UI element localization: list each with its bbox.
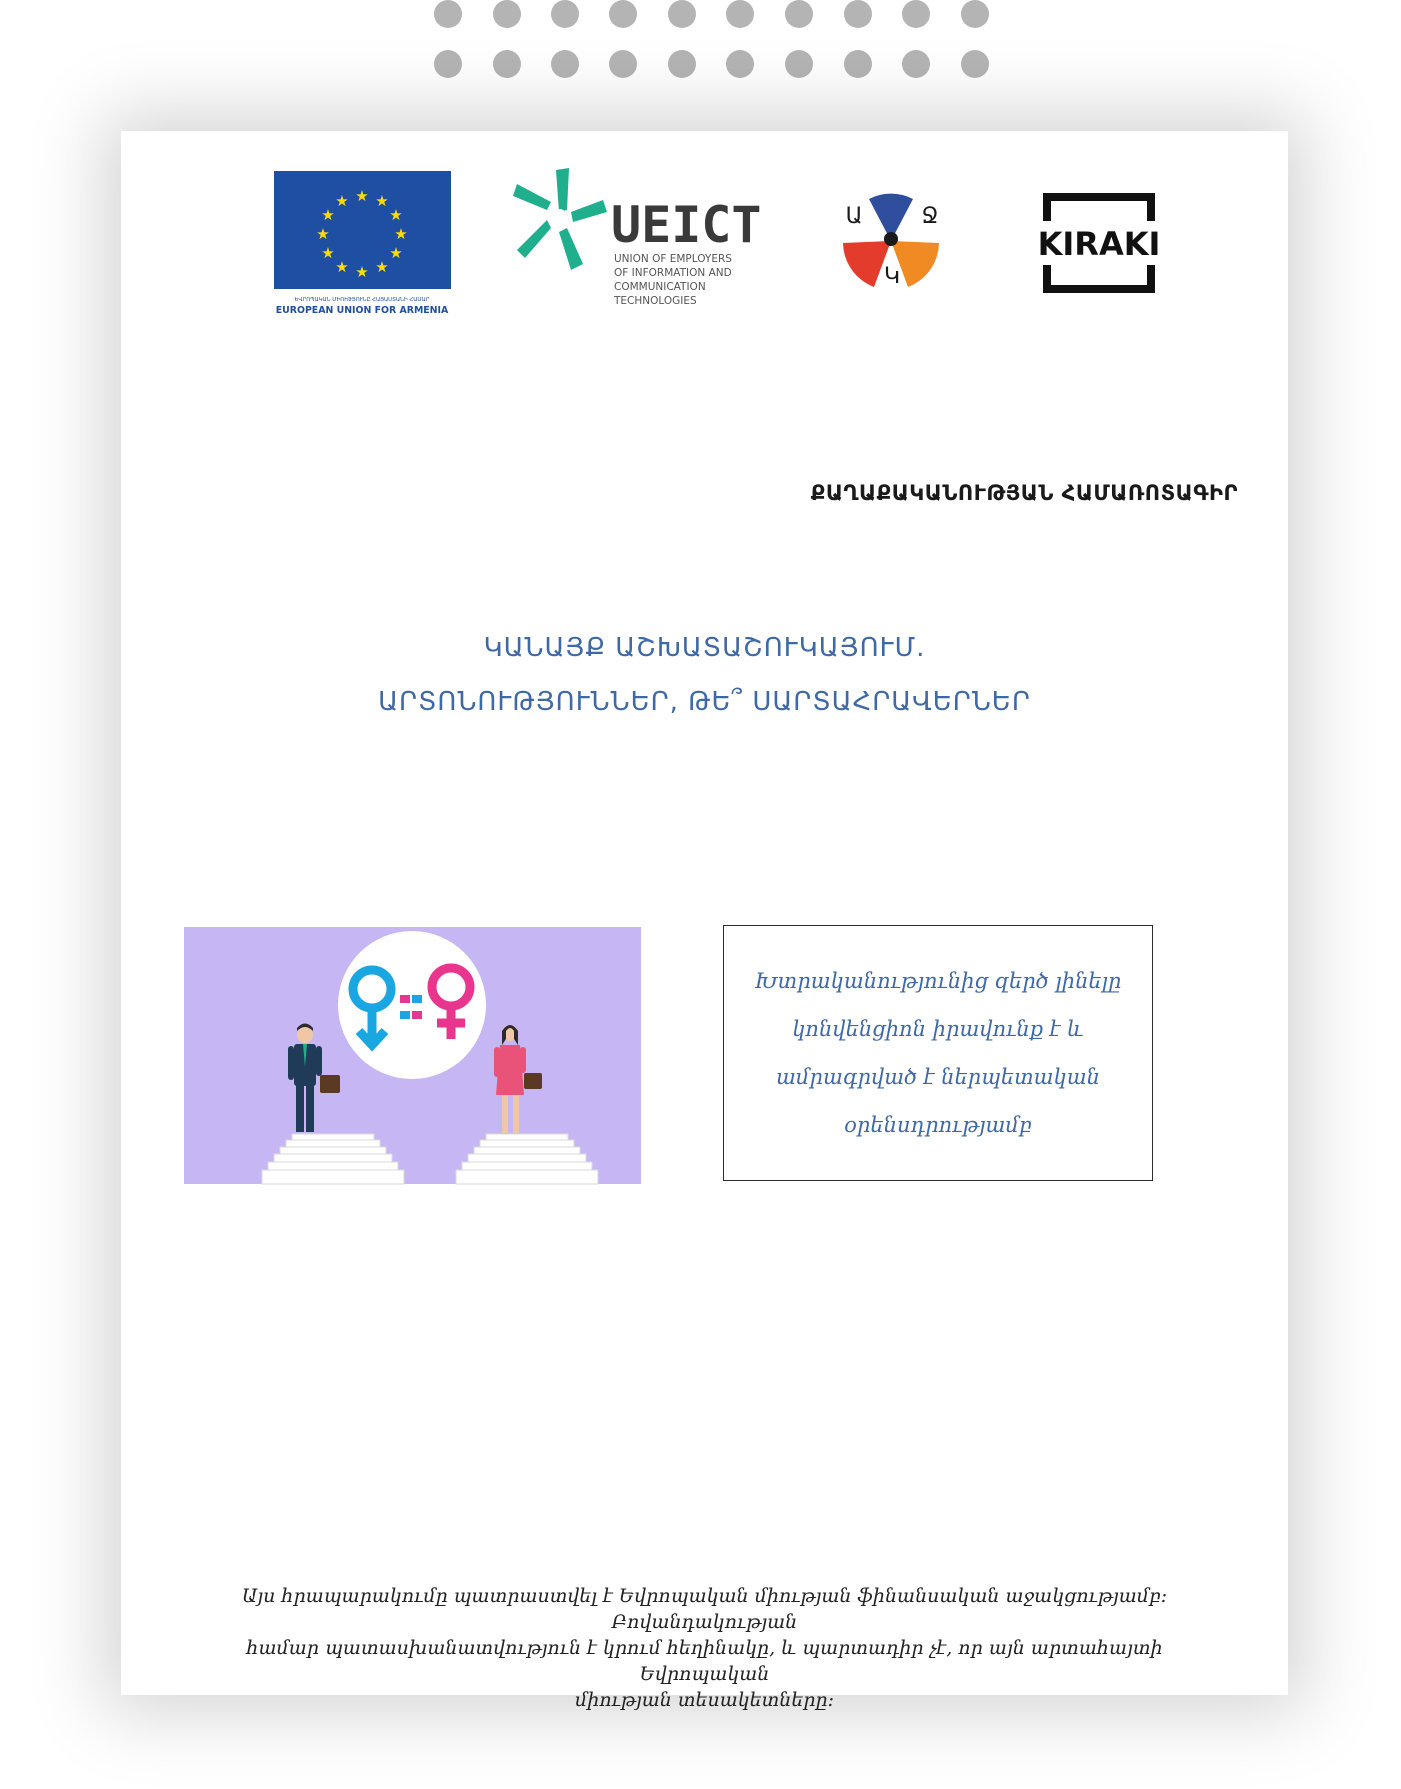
ueict-star-icon <box>511 166 762 307</box>
svg-text:★: ★ <box>355 187 369 205</box>
svg-text:★: ★ <box>394 225 408 243</box>
document-page <box>121 131 1288 1711</box>
emblem-letter-a: Ա <box>845 204 863 229</box>
binder-hole <box>726 50 754 78</box>
binder-hole <box>493 50 521 78</box>
quote-line: օրենսդրությամբ <box>844 1113 1032 1137</box>
disclaimer-line: Այս հրապարակումը պատրաստվել է Եվրոպական միության ֆինանսական աջակցությամբ: Բովանդակության <box>241 1585 1168 1633</box>
ueict-subtitle-4: TECHNOLOGIES <box>614 295 697 307</box>
akk-emblem-icon <box>836 191 946 291</box>
svg-text:★: ★ <box>355 263 369 281</box>
document-title-line-1: ԿԱՆԱՅՔ ԱՇԽԱՏԱՇՈՒԿԱՅՈՒՄ. <box>483 633 926 663</box>
svg-text:★: ★ <box>321 244 335 262</box>
binder-hole <box>551 50 579 78</box>
binder-hole <box>785 50 813 78</box>
binder-hole <box>668 0 696 28</box>
ueict-subtitle-2: OF INFORMATION AND <box>614 267 732 279</box>
ueict-subtitle-3: COMMUNICATION <box>614 281 706 293</box>
binder-hole <box>902 0 930 28</box>
binder-hole <box>785 0 813 28</box>
binder-hole <box>726 0 754 28</box>
svg-text:★: ★ <box>316 225 330 243</box>
ueict-name: UEICT <box>611 196 762 254</box>
eu-disclaimer <box>191 1583 1218 1713</box>
binder-rings <box>420 0 990 80</box>
binder-hole <box>609 50 637 78</box>
quote-line: ամրագրված է ներպետական <box>775 1065 1101 1089</box>
eu-armenian-caption: ԵՎՐՈՊԱԿԱՆ ՄԻՈՒԹՅՈՒՆԸ ՀԱՅԱՍՏԱՆԻ ՀԱՄԱՐ <box>294 297 430 303</box>
binder-hole <box>961 0 989 28</box>
svg-text:★: ★ <box>389 244 403 262</box>
svg-text:★: ★ <box>321 206 335 224</box>
disclaimer-line: համար պատասխանատվություն է կրում հեղինակը, և պարտադիր չէ, որ այն արտահայտի Եվրոպական <box>246 1637 1163 1685</box>
svg-text:★: ★ <box>335 192 349 210</box>
eu-english-caption: EUROPEAN UNION FOR ARMENIA <box>275 305 449 316</box>
emblem-letter-k: Կ <box>883 264 901 289</box>
eu-flag-icon <box>274 171 452 319</box>
svg-text:★: ★ <box>375 258 389 276</box>
binder-hole <box>551 0 579 28</box>
disclaimer-line: միության տեսակետները: <box>575 1689 834 1711</box>
binder-hole <box>668 50 696 78</box>
document-title-line-2: ԱՐՏՈՆՈՒԹՅՈՒՆՆԵՐ, ԹԵ՞ ՍԱՐՏԱՀՐԱՎԵՐՆԵՐ <box>378 687 1031 717</box>
binder-hole <box>961 50 989 78</box>
binder-hole <box>609 0 637 28</box>
svg-text:★: ★ <box>389 206 403 224</box>
binder-hole <box>844 50 872 78</box>
kiraki-logo-icon <box>1029 191 1169 295</box>
quote-box <box>723 925 1153 1181</box>
binder-hole <box>434 50 462 78</box>
binder-hole <box>493 0 521 28</box>
emblem-letter-dz: Ջ <box>921 204 939 229</box>
kiraki-name: KIRAKI <box>1037 225 1161 263</box>
quote-line: Խտրականությունից զերծ լինելը <box>754 969 1122 993</box>
binder-hole <box>844 0 872 28</box>
document-type-label: ՔԱՂԱՔԱԿԱՆՈՒԹՅԱՆ ՀԱՄԱՌՈՏԱԳԻՐ <box>810 481 1238 505</box>
binder-hole <box>902 50 930 78</box>
quote-line: կոնվենցիոն իրավունք է և <box>792 1017 1084 1041</box>
svg-text:★: ★ <box>375 192 389 210</box>
binder-hole <box>434 0 462 28</box>
ueict-subtitle-1: UNION OF EMPLOYERS <box>614 253 732 265</box>
gender-equality-illustration <box>184 927 641 1184</box>
svg-text:★: ★ <box>335 258 349 276</box>
